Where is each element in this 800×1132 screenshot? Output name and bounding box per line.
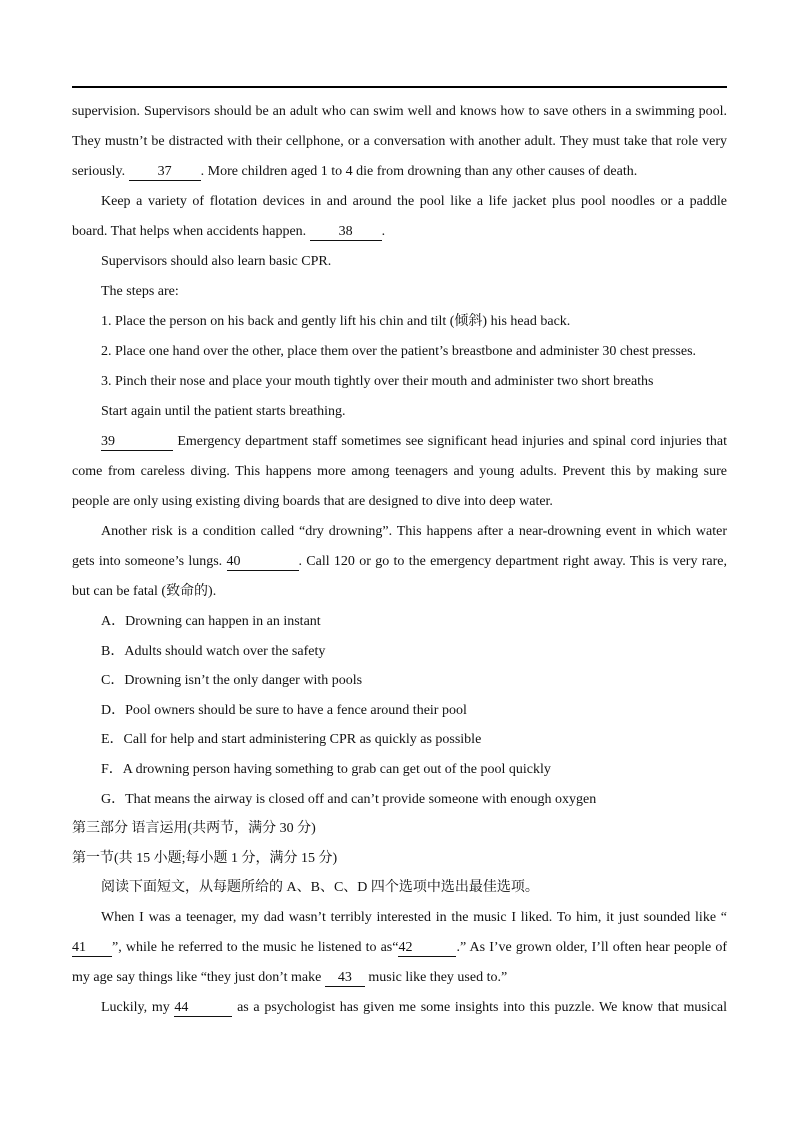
text-line: seriously. 37 . More children aged 1 to 4 die from drowning than any other causes of death. [72,164,638,179]
option-f[interactable]: F．A drowning person having something to grab can get out of the pool quickly [101,761,551,777]
text-line: but can be fatal (致命的). [72,584,217,599]
text-line: 39 Emergency department staff sometimes see significant head injuries and spinal cord injuries that [101,434,728,449]
option-b[interactable]: B．Adults should watch over the safety [101,643,326,659]
blank-42[interactable]: 42 [398,940,456,957]
option-e[interactable]: E．Call for help and start administering CPR as quickly as possible [101,732,482,748]
blank-37[interactable]: 37 [129,164,201,181]
cpr-step: 1. Place the person on his back and gently lift his chin and tilt (倾斜) his head back. [101,314,571,329]
text-line: Start again until the patient starts breathing. [101,404,346,419]
text-line: Supervisors should also learn basic CPR. [101,254,332,269]
cpr-step: 2. Place one hand over the other, place them over the patient’s breastbone and administer 30 chest presses. [101,344,697,359]
text-line: board. That helps when accidents happen. 38 . [72,224,386,239]
blank-41[interactable]: 41 [72,940,112,957]
option-a[interactable]: A．Drowning can happen in an instant [101,614,321,629]
blank-38[interactable]: 38 [310,224,382,241]
blank-44[interactable]: 44 [174,1000,232,1017]
option-c[interactable]: C．Drowning isn’t the only danger with pools [101,673,363,689]
header-rule [72,86,727,88]
text-line: They mustn’t be distracted with their cellphone, or a conversation with another adult. They must take that role very [72,134,727,149]
document-body [72,97,727,1023]
text-line: Keep a variety of flotation devices in and around the pool like a life jacket plus pool noodles or a paddle [101,194,727,209]
text-line: people are only using existing diving boards that are designed to dive into deep water. [72,494,553,509]
text-line: my age say things like “they just don’t make 43 music like they used to.” [72,969,508,985]
blank-40[interactable]: 40 [227,554,299,571]
cpr-step: 3. Pinch their nose and place your mouth tightly over their mouth and administer two short breaths [101,374,654,389]
text-line: The steps are: [101,284,179,299]
blank-43[interactable]: 43 [325,970,365,987]
text-line: Another risk is a condition called “dry drowning”. This happens after a near-drowning event in which water [101,524,727,539]
blank-39[interactable]: 39 [101,434,173,451]
section-heading: 第三部分 语言运用(共两节，满分 30 分) [72,821,316,837]
text-line: supervision. Supervisors should be an adult who can swim well and knows how to save others in a swimming pool. [72,104,727,119]
text-line: 41 ”, while he referred to the music he listened to as“42 .” As I’ve grown older, I’ll often hear people of [72,939,727,955]
option-g[interactable]: G．That means the airway is closed off and can’t provide someone with enough oxygen [101,791,597,807]
text-line: Luckily, my 44 as a psychologist has given me some insights into this puzzle. We know that musical [101,999,728,1015]
text-line: When I was a teenager, my dad wasn’t terribly interested in the music I liked. To him, it just sounded like “ [101,909,727,925]
text-line: gets into someone’s lungs. 40 . Call 120 or go to the emergency department right away. This is very rare, [72,554,728,569]
option-d[interactable]: D．Pool owners should be sure to have a fence around their pool [101,702,467,718]
subsection-heading: 第一节(共 15 小题;每小题 1 分，满分 15 分) [72,850,338,866]
text-line: come from careless diving. This happens more among teenagers and young adults. Prevent this by making sure [72,464,727,479]
section-instruction: 阅读下面短文，从每题所给的 A、B、C、D 四个选项中选出最佳选项。 [101,880,539,896]
